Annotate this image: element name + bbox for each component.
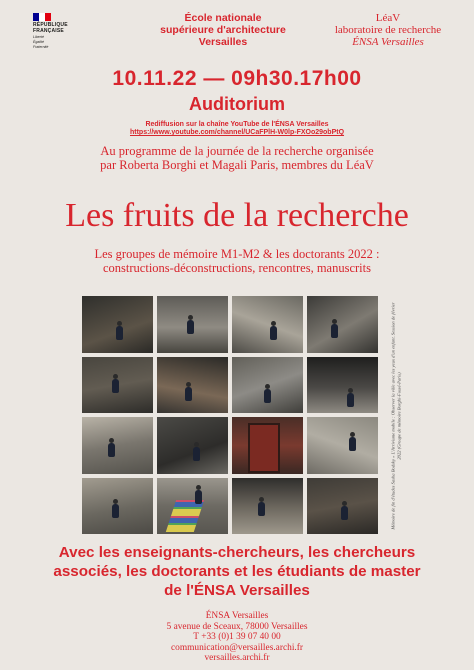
event-venue: Auditorium (189, 94, 285, 114)
logo-motto-1: Liberté (33, 35, 44, 39)
photo (307, 296, 378, 353)
subtitle (60, 248, 414, 275)
logo-motto-2: Égalité (33, 40, 44, 44)
address-block (0, 611, 474, 664)
intro-line-1: Au programme de la journée de la recherche organisée (100, 144, 374, 158)
french-flag-icon (33, 13, 51, 21)
address-email[interactable]: communication@versailles.archi.fr (170, 642, 304, 653)
school-line-3: Versailles (198, 36, 248, 48)
closing-line-2: associés, les doctorants et les étudiants de master (53, 563, 421, 580)
school-line-1: École nationale (184, 12, 262, 24)
stream-text: Rediffusion sur la chaîne YouTube de l'ÉNSA Versailles (145, 121, 329, 128)
republique-francaise-logo (33, 13, 79, 49)
photo (157, 357, 228, 414)
closing-text (40, 543, 434, 600)
photo-grid (82, 296, 378, 534)
address-phone: T +33 (0)1 39 07 40 00 (193, 632, 281, 643)
photo (82, 417, 153, 474)
photo (307, 478, 378, 535)
photo (307, 417, 378, 474)
photo-credit (389, 298, 403, 534)
stream-info (0, 121, 474, 137)
subtitle-line-2: constructions-déconstructions, rencontres, manuscrits (103, 260, 371, 275)
closing-line-3: de l'ÉNSA Versailles (164, 582, 310, 599)
intro-line-2: par Roberta Borghi et Magali Paris, membres du LéaV (100, 157, 374, 172)
intro-text (60, 145, 414, 172)
photo (232, 478, 303, 535)
school-line-2: supérieure d'architecture (160, 24, 286, 36)
address-street: 5 avenue de Sceaux, 78000 Versailles (166, 621, 308, 632)
lab-name (318, 12, 458, 48)
address-website[interactable]: versailles.archi.fr (204, 653, 270, 664)
photo (232, 296, 303, 353)
lab-line-3: ÉNSA Versailles (352, 36, 424, 48)
photo (82, 357, 153, 414)
photo (157, 417, 228, 474)
logo-text-1: RÉPUBLIQUE (33, 22, 68, 28)
event-date-time: 10.11.22 — 09h30.17h00 (112, 67, 362, 90)
lab-line-1: LéaV (375, 12, 401, 24)
photo (82, 478, 153, 535)
address-name: ÉNSA Versailles (205, 611, 269, 621)
photo (157, 296, 228, 353)
photo (232, 357, 303, 414)
subtitle-line-1: Les groupes de mémoire M1-M2 & les doctorants 2022 : (94, 247, 380, 261)
photo-credit-text: Mémoire de fin d'études Sasha Bodsky « L'Arrivisme mobile : Observer la ville avec les yeux d'un enfant. Session de février 2022 (Groupe de mémoire Borghi-Fossé-Paris) (390, 302, 401, 530)
school-name (148, 12, 298, 48)
logo-motto-3: Fraternité (33, 45, 49, 49)
photo (307, 357, 378, 414)
photo (157, 478, 228, 535)
page-title: Les fruits de la recherche (65, 197, 409, 234)
lab-line-2: laboratoire de recherche (334, 24, 442, 36)
stream-link[interactable]: https://www.youtube.com/channel/UCaFPlH-W0lp-FXOo29obPtQ (129, 129, 345, 136)
logo-text-2: FRANÇAISE (33, 27, 64, 34)
closing-line-1: Avec les enseignants-chercheurs, les chercheurs (58, 544, 416, 561)
photo (82, 296, 153, 353)
photo (232, 417, 303, 474)
